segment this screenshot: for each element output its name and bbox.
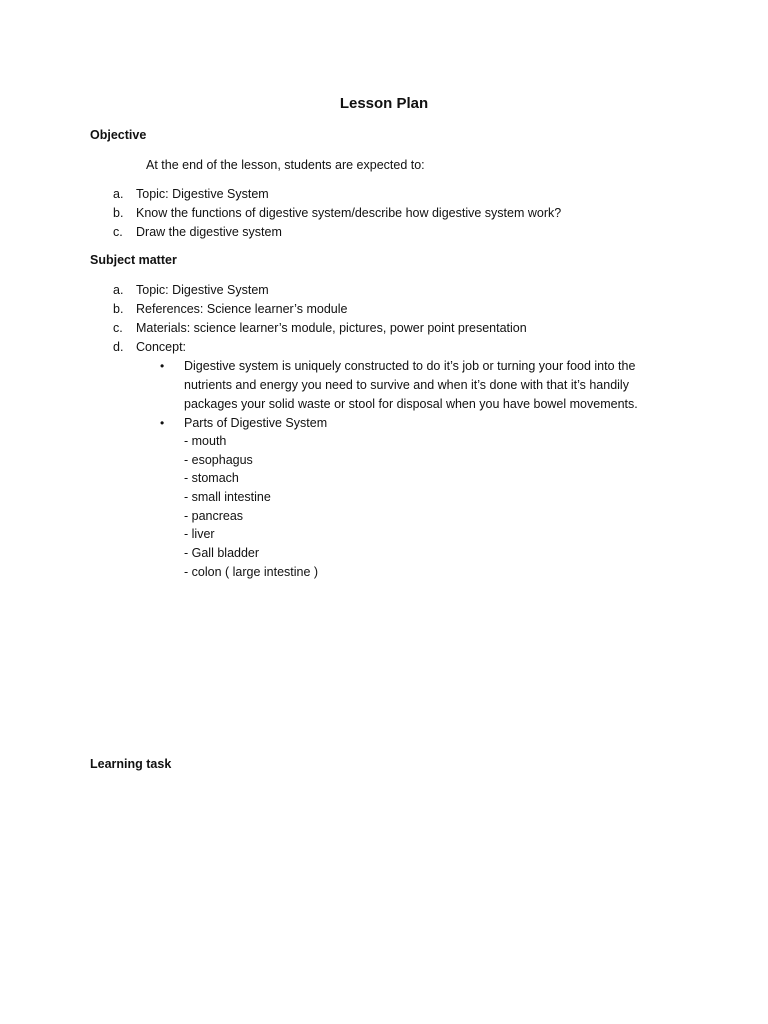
part-item: - colon ( large intestine ) (184, 565, 319, 579)
subject-matter-heading: Subject matter (90, 253, 177, 267)
page-title: Lesson Plan (339, 95, 429, 112)
list-item-text: References: Science learner’s module (136, 302, 348, 316)
list-item-text: Know the functions of digestive system/describe how digestive system work? (136, 206, 562, 220)
part-item: - small intestine (184, 490, 271, 504)
part-item: - liver (184, 527, 215, 541)
list-marker: c. (113, 225, 123, 239)
objective-heading: Objective (90, 128, 147, 142)
list-marker: b. (113, 206, 124, 220)
list-marker: c. (113, 321, 123, 335)
list-item-text: Topic: Digestive System (136, 283, 269, 297)
concept-text-line: nutrients and energy you need to survive and when it’s done with that it’s handily (184, 378, 629, 392)
list-item-text: Concept: (136, 340, 187, 354)
part-item: - esophagus (184, 453, 253, 467)
list-marker: a. (113, 187, 124, 201)
list-marker: a. (113, 283, 124, 297)
list-item-text: Draw the digestive system (136, 225, 282, 239)
part-item: - Gall bladder (184, 546, 260, 560)
concept-text-line: Digestive system is uniquely constructed to do it’s job or turning your food into the (184, 359, 636, 373)
list-marker: d. (113, 340, 124, 354)
parts-title: Parts of Digestive System (184, 416, 328, 430)
learning-task-heading: Learning task (90, 757, 172, 771)
objective-intro: At the end of the lesson, students are expected to: (146, 158, 425, 172)
list-item-text: Topic: Digestive System (136, 187, 269, 201)
concept-text-line: packages your solid waste or stool for disposal when you have bowel movements. (184, 397, 638, 411)
bullet-icon: • (160, 416, 165, 430)
part-item: - mouth (184, 434, 227, 448)
list-marker: b. (113, 302, 124, 316)
list-item-text: Materials: science learner’s module, pictures, power point presentation (136, 321, 527, 335)
bullet-icon: • (160, 359, 165, 373)
part-item: - pancreas (184, 509, 244, 523)
part-item: - stomach (184, 471, 239, 485)
